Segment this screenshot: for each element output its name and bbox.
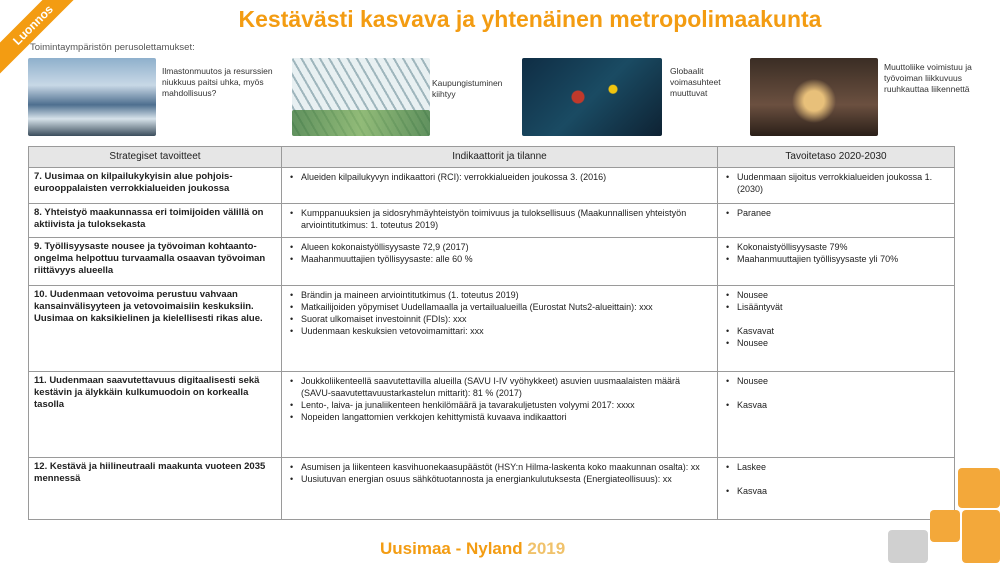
puzzle-piece-icon (958, 468, 1000, 508)
target-cell (718, 168, 955, 204)
puzzle-piece-icon (930, 510, 960, 542)
footer-year: 2019 (527, 539, 566, 558)
slide-title: Kestävästi kasvava ja yhtenäinen metropolimaakunta (238, 6, 822, 32)
indicator-cell (282, 372, 718, 458)
indicator-item: • Joukkoliikenteellä saavutettavilla alueilla (SAVU I-IV vyöhykkeet) asuvien uusmaalaisten määrä (SAVU-saavutettavuustarkastelun mittarit): 81 % (2017) (287, 375, 712, 399)
indicator-item: • Nopeiden langattomien verkkojen kehittymistä kuvaava indikaattori (287, 411, 712, 423)
indicator-item: • Lento-, laiva- ja junaliikenteen henkilömäärä ja tavarakuljetusten volyymi 2017: xxxx (287, 399, 712, 411)
target-item: • Uudenmaan sijoitus verrokkialueiden joukossa 1. (2030) (723, 171, 949, 195)
indicator-item: • Asumisen ja liikenteen kasvihuonekaasupäästöt (HSY:n Hilma-laskenta koko maakunnan osalta): xx (287, 461, 712, 473)
target-item: • Kasvaa (723, 399, 949, 411)
target-item: • Kokonaistyöllisyysaste 79% (723, 241, 949, 253)
indicator-item: • Alueiden kilpailukyvyn indikaattori (RCI): verrokkialueiden joukossa 3. (2016) (287, 171, 712, 183)
environment-caption-3: Globaalit voimasuhteet muuttuvat (670, 66, 721, 98)
target-cell (718, 458, 955, 520)
table-row (29, 204, 955, 238)
table-row (29, 238, 955, 286)
target-cell (718, 238, 955, 286)
indicator-item: • Uudenmaan keskuksien vetovoimamittari: xxx (287, 325, 712, 337)
urbanization-photo-greenery (292, 110, 430, 136)
target-item: • Maahanmuuttajien työllisyysaste yli 70% (723, 253, 949, 265)
environment-subheading: Toimintaympäristön perusolettamukset: (30, 42, 195, 53)
goal-cell: 10. Uudenmaan vetovoima perustuu vahvaan kansainvälisyyteen ja vetovoimaisiin keskuksiin. Uusimaa on kaksikielinen ja kielellisesti rikas alue. (29, 286, 282, 372)
indicator-cell (282, 286, 718, 372)
table-row (29, 286, 955, 372)
table-row (29, 372, 955, 458)
header-indicators: Indikaattorit ja tilanne (282, 147, 718, 168)
goal-cell: 8. Yhteistyö maakunnassa eri toimijoiden välillä on aktiivista ja tuloksekasta (29, 204, 282, 238)
indicator-item: • Uusiutuvan energian osuus sähkötuotannosta ja energiankulutuksesta (Energiateollisuus): xx (287, 473, 712, 485)
indicator-item: • Brändin ja maineen arviointitutkimus (1. toteutus 2019) (287, 289, 712, 301)
table-row (29, 458, 955, 520)
table-header-row (29, 147, 955, 168)
global-network-photo (522, 58, 662, 136)
target-item: • Nousee (723, 337, 949, 349)
goal-cell: 11. Uudenmaan saavutettavuus digitaalisesti sekä kestävin ja älykkäin kulkumuodoin on korkealla tasolla (29, 372, 282, 458)
environment-caption-4: Muuttoliike voimistuu ja työvoiman liikkuvuus ruuhkauttaa liikennettä (884, 62, 972, 94)
indicator-item: • Suorat ulkomaiset investoinnit (FDIs): xxx (287, 313, 712, 325)
indicator-cell (282, 238, 718, 286)
indicator-item: • Maahanmuuttajien työllisyysaste: alle 60 % (287, 253, 712, 265)
target-cell (718, 286, 955, 372)
target-item: • Laskee (723, 461, 949, 473)
target-item: • Nousee (723, 289, 949, 301)
target-cell (718, 372, 955, 458)
indicator-item: • Alueen kokonaistyöllisyysaste 72,9 (2017) (287, 241, 712, 253)
target-item: • Kasvaa (723, 485, 949, 497)
table-row (29, 168, 955, 204)
draft-badge: Luonnos (0, 0, 80, 79)
indicator-cell (282, 458, 718, 520)
indicator-item: • Matkailijoiden yöpymiset Uudellamaalla ja vertailualueilla (Eurostat Nuts2-alueittain): xxx (287, 301, 712, 313)
commuter-photo (750, 58, 878, 136)
puzzle-piece-icon (888, 530, 928, 563)
environment-caption-1: Ilmastonmuutos ja resurssien niukkuus paitsi uhka, myös mahdollisuus? (162, 66, 273, 98)
environment-caption-2: Kaupungistuminen kiihtyy (432, 78, 503, 99)
footer-brand (380, 539, 565, 559)
footer-brand-name: Uusimaa - Nyland (380, 539, 523, 558)
target-item: • Lisääntyvät (723, 301, 949, 313)
goal-cell: 12. Kestävä ja hiilineutraali maakunta vuoteen 2035 mennessä (29, 458, 282, 520)
header-target-level: Tavoitetaso 2020-2030 (718, 147, 955, 168)
target-item: • Paranee (723, 207, 949, 219)
header-strategic-goals: Strategiset tavoitteet (29, 147, 282, 168)
strategy-table (28, 146, 955, 520)
goal-cell: 9. Työllisyysaste nousee ja työvoiman kohtaanto-ongelma helpottuu turvaamalla osaavan työvoiman riittävyys alueella (29, 238, 282, 286)
target-item: • Kasvavat (723, 325, 949, 337)
puzzle-piece-icon (962, 510, 1000, 563)
target-item: • Nousee (723, 375, 949, 387)
indicator-item: • Kumppanuuksien ja sidosryhmäyhteistyön toimivuus ja tuloksellisuus (Maakunnallisen yhteistyön arviointitutkimus: 1. toteutus 2019) (287, 207, 712, 231)
indicator-cell (282, 204, 718, 238)
goal-cell: 7. Uusimaa on kilpailukykyisin alue pohjois-eurooppalaisten verrokkialueiden joukossa (29, 168, 282, 204)
climate-photo (28, 58, 156, 136)
indicator-cell (282, 168, 718, 204)
target-cell (718, 204, 955, 238)
